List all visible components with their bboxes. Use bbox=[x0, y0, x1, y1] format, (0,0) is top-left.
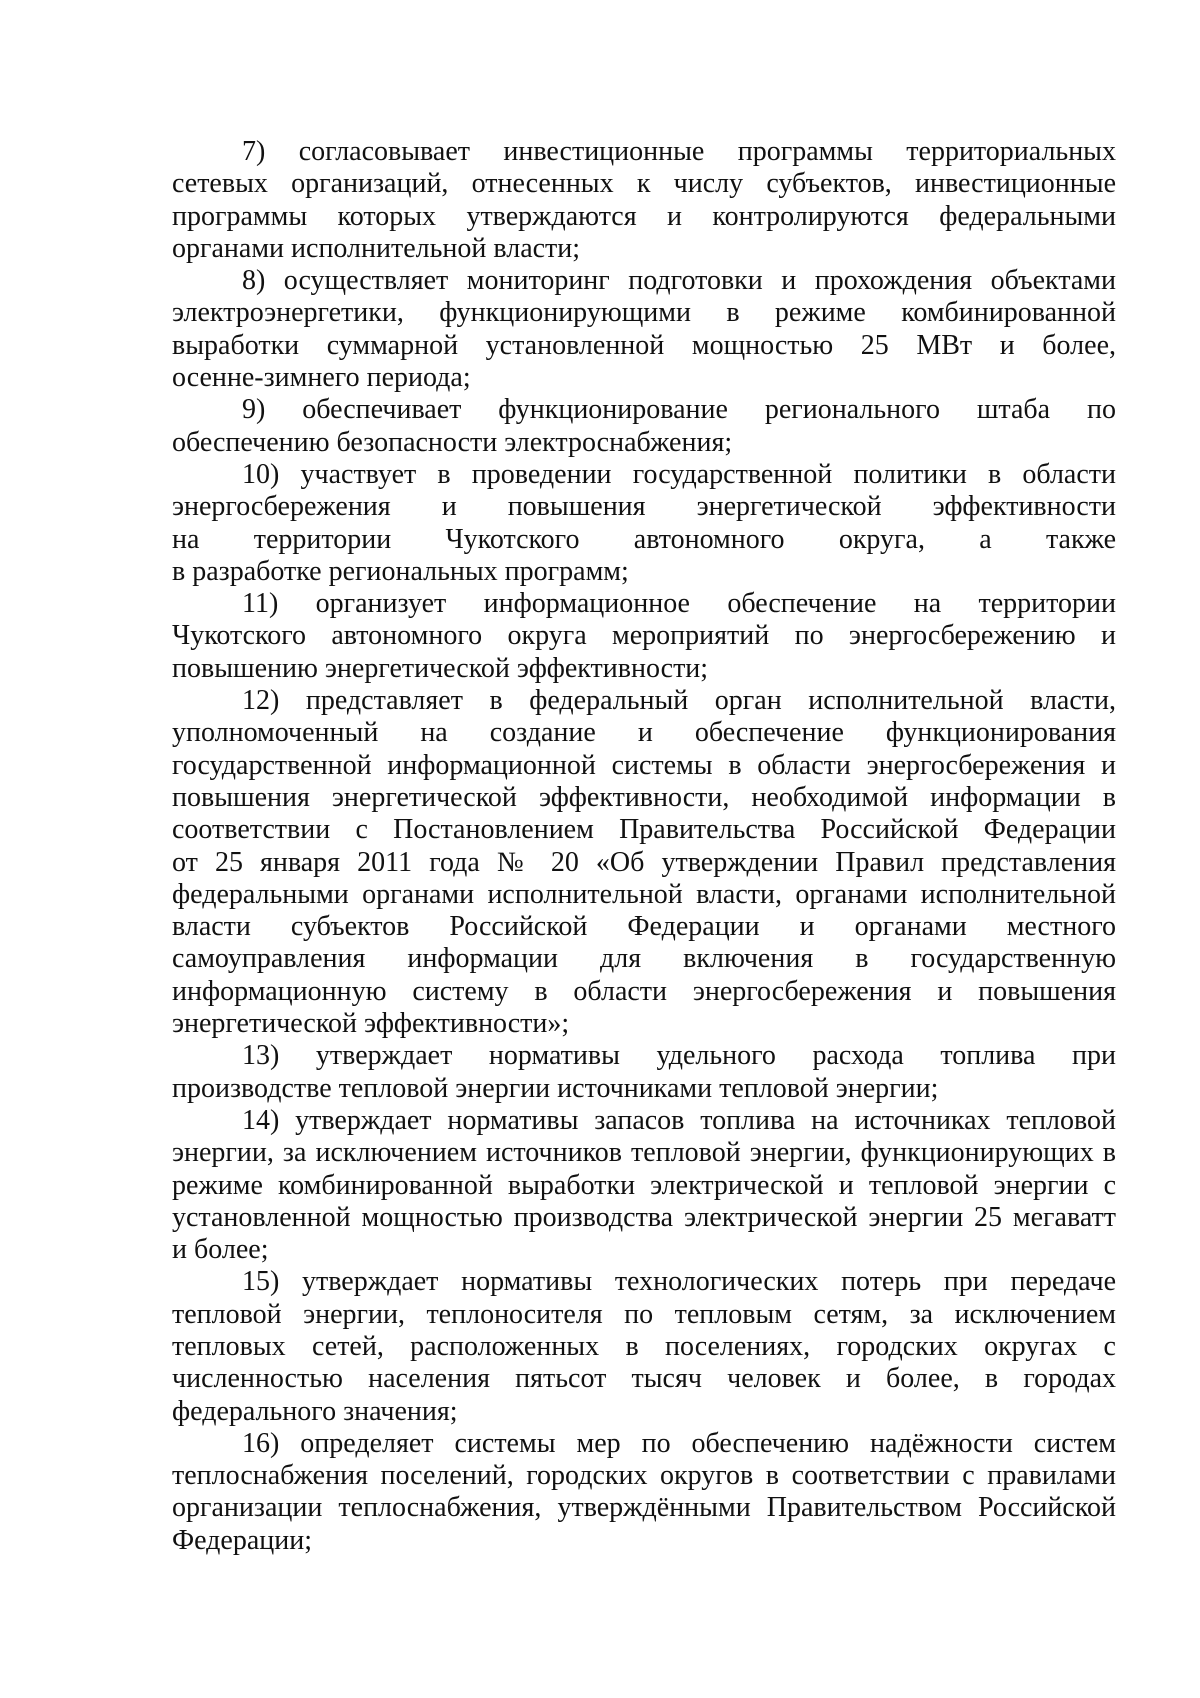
paragraph-15 bbox=[172, 1266, 1116, 1427]
paragraph-11 bbox=[172, 588, 1116, 685]
text-line: Чукотского автономного округа мероприятий по энергосбережению и bbox=[172, 620, 1116, 652]
text-line: энергии, за исключением источников тепловой энергии, функционирующих в bbox=[172, 1137, 1116, 1169]
text-line: осенне-зимнего периода; bbox=[172, 362, 471, 394]
text-line: 13) утверждает нормативы удельного расхода топлива при bbox=[242, 1040, 1116, 1072]
text-line: повышения энергетической эффективности, необходимой информации в bbox=[172, 781, 1116, 813]
text-line: на территории Чукотского автономного округа, а также bbox=[172, 523, 1116, 555]
text-line: государственной информационной системы в области энергосбережения и bbox=[172, 749, 1116, 781]
text-line: Федерации; bbox=[172, 1524, 313, 1556]
paragraph-12 bbox=[172, 685, 1116, 1040]
text-line: электроэнергетики, функционирующими в режиме комбинированной bbox=[172, 297, 1116, 329]
text-line: выработки суммарной установленной мощностью 25 МВт и более, bbox=[172, 329, 1116, 361]
paragraph-8 bbox=[172, 265, 1116, 394]
text-line: уполномоченный на создание и обеспечение функционирования bbox=[172, 717, 1116, 749]
text-line: информационную систему в области энергосбережения и повышения bbox=[172, 975, 1116, 1007]
paragraph-16 bbox=[172, 1428, 1116, 1557]
text-line: 11) организует информационное обеспечение на территории bbox=[242, 588, 1116, 620]
paragraph-9 bbox=[172, 394, 1116, 459]
text-line: 7) согласовывает инвестиционные программы территориальных bbox=[242, 136, 1116, 167]
text-line: соответствии с Постановлением Правительства Российской Федерации bbox=[172, 814, 1116, 846]
text-line: в разработке региональных программ; bbox=[172, 555, 629, 587]
text-line: 10) участвует в проведении государственной политики в области bbox=[242, 458, 1116, 490]
text-line: энергетической эффективности»; bbox=[172, 1008, 570, 1040]
text-line: тепловой энергии, теплоносителя по тепловым сетям, за исключением bbox=[172, 1298, 1116, 1330]
paragraph-13 bbox=[172, 1040, 1116, 1105]
text-line: численностью населения пятьсот тысяч человек и более, в городах bbox=[172, 1363, 1116, 1395]
text-line: режиме комбинированной выработки электрической и тепловой энергии с bbox=[172, 1169, 1116, 1201]
text-line: от 25 января 2011 года № 20 «Об утверждении Правил представления bbox=[172, 846, 1116, 878]
text-line: 8) осуществляет мониторинг подготовки и прохождения объектами bbox=[242, 265, 1116, 297]
text-line: повышению энергетической эффективности; bbox=[172, 652, 709, 684]
text-line: самоуправления информации для включения в государственную bbox=[172, 943, 1116, 975]
paragraph-14 bbox=[172, 1105, 1116, 1266]
text-line: производстве тепловой энергии источниками тепловой энергии; bbox=[172, 1072, 939, 1104]
text-line: установленной мощностью производства электрической энергии 25 мегаватт bbox=[172, 1201, 1116, 1233]
text-line: 12) представляет в федеральный орган исполнительной власти, bbox=[242, 685, 1116, 717]
text-line: программы которых утверждаются и контролируются федеральными bbox=[172, 200, 1116, 232]
text-line: федерального значения; bbox=[172, 1395, 458, 1427]
text-line: 16) определяет системы мер по обеспечению надёжности систем bbox=[242, 1427, 1116, 1459]
text-line: 9) обеспечивает функционирование регионального штаба по bbox=[242, 394, 1116, 426]
text-line: 14) утверждает нормативы запасов топлива на источниках тепловой bbox=[242, 1104, 1116, 1136]
text-line: теплоснабжения поселений, городских округов в соответствии с правилами bbox=[172, 1460, 1116, 1492]
text-line: энергосбережения и повышения энергетической эффективности bbox=[172, 491, 1116, 523]
document-page bbox=[172, 136, 1116, 1557]
text-line: сетевых организаций, отнесенных к числу субъектов, инвестиционные bbox=[172, 168, 1116, 200]
paragraph-10 bbox=[172, 459, 1116, 588]
text-line: федеральными органами исполнительной власти, органами исполнительной bbox=[172, 878, 1116, 910]
text-line: обеспечению безопасности электроснабжения; bbox=[172, 426, 733, 458]
text-line: органами исполнительной власти; bbox=[172, 232, 581, 264]
text-line: тепловых сетей, расположенных в поселениях, городских округах с bbox=[172, 1330, 1116, 1362]
text-line: 15) утверждает нормативы технологических потерь при передаче bbox=[242, 1266, 1116, 1298]
text-line: организации теплоснабжения, утверждёнными Правительством Российской bbox=[172, 1492, 1116, 1524]
text-line: и более; bbox=[172, 1234, 269, 1266]
paragraph-7 bbox=[172, 136, 1116, 265]
text-line: власти субъектов Российской Федерации и органами местного bbox=[172, 911, 1116, 943]
